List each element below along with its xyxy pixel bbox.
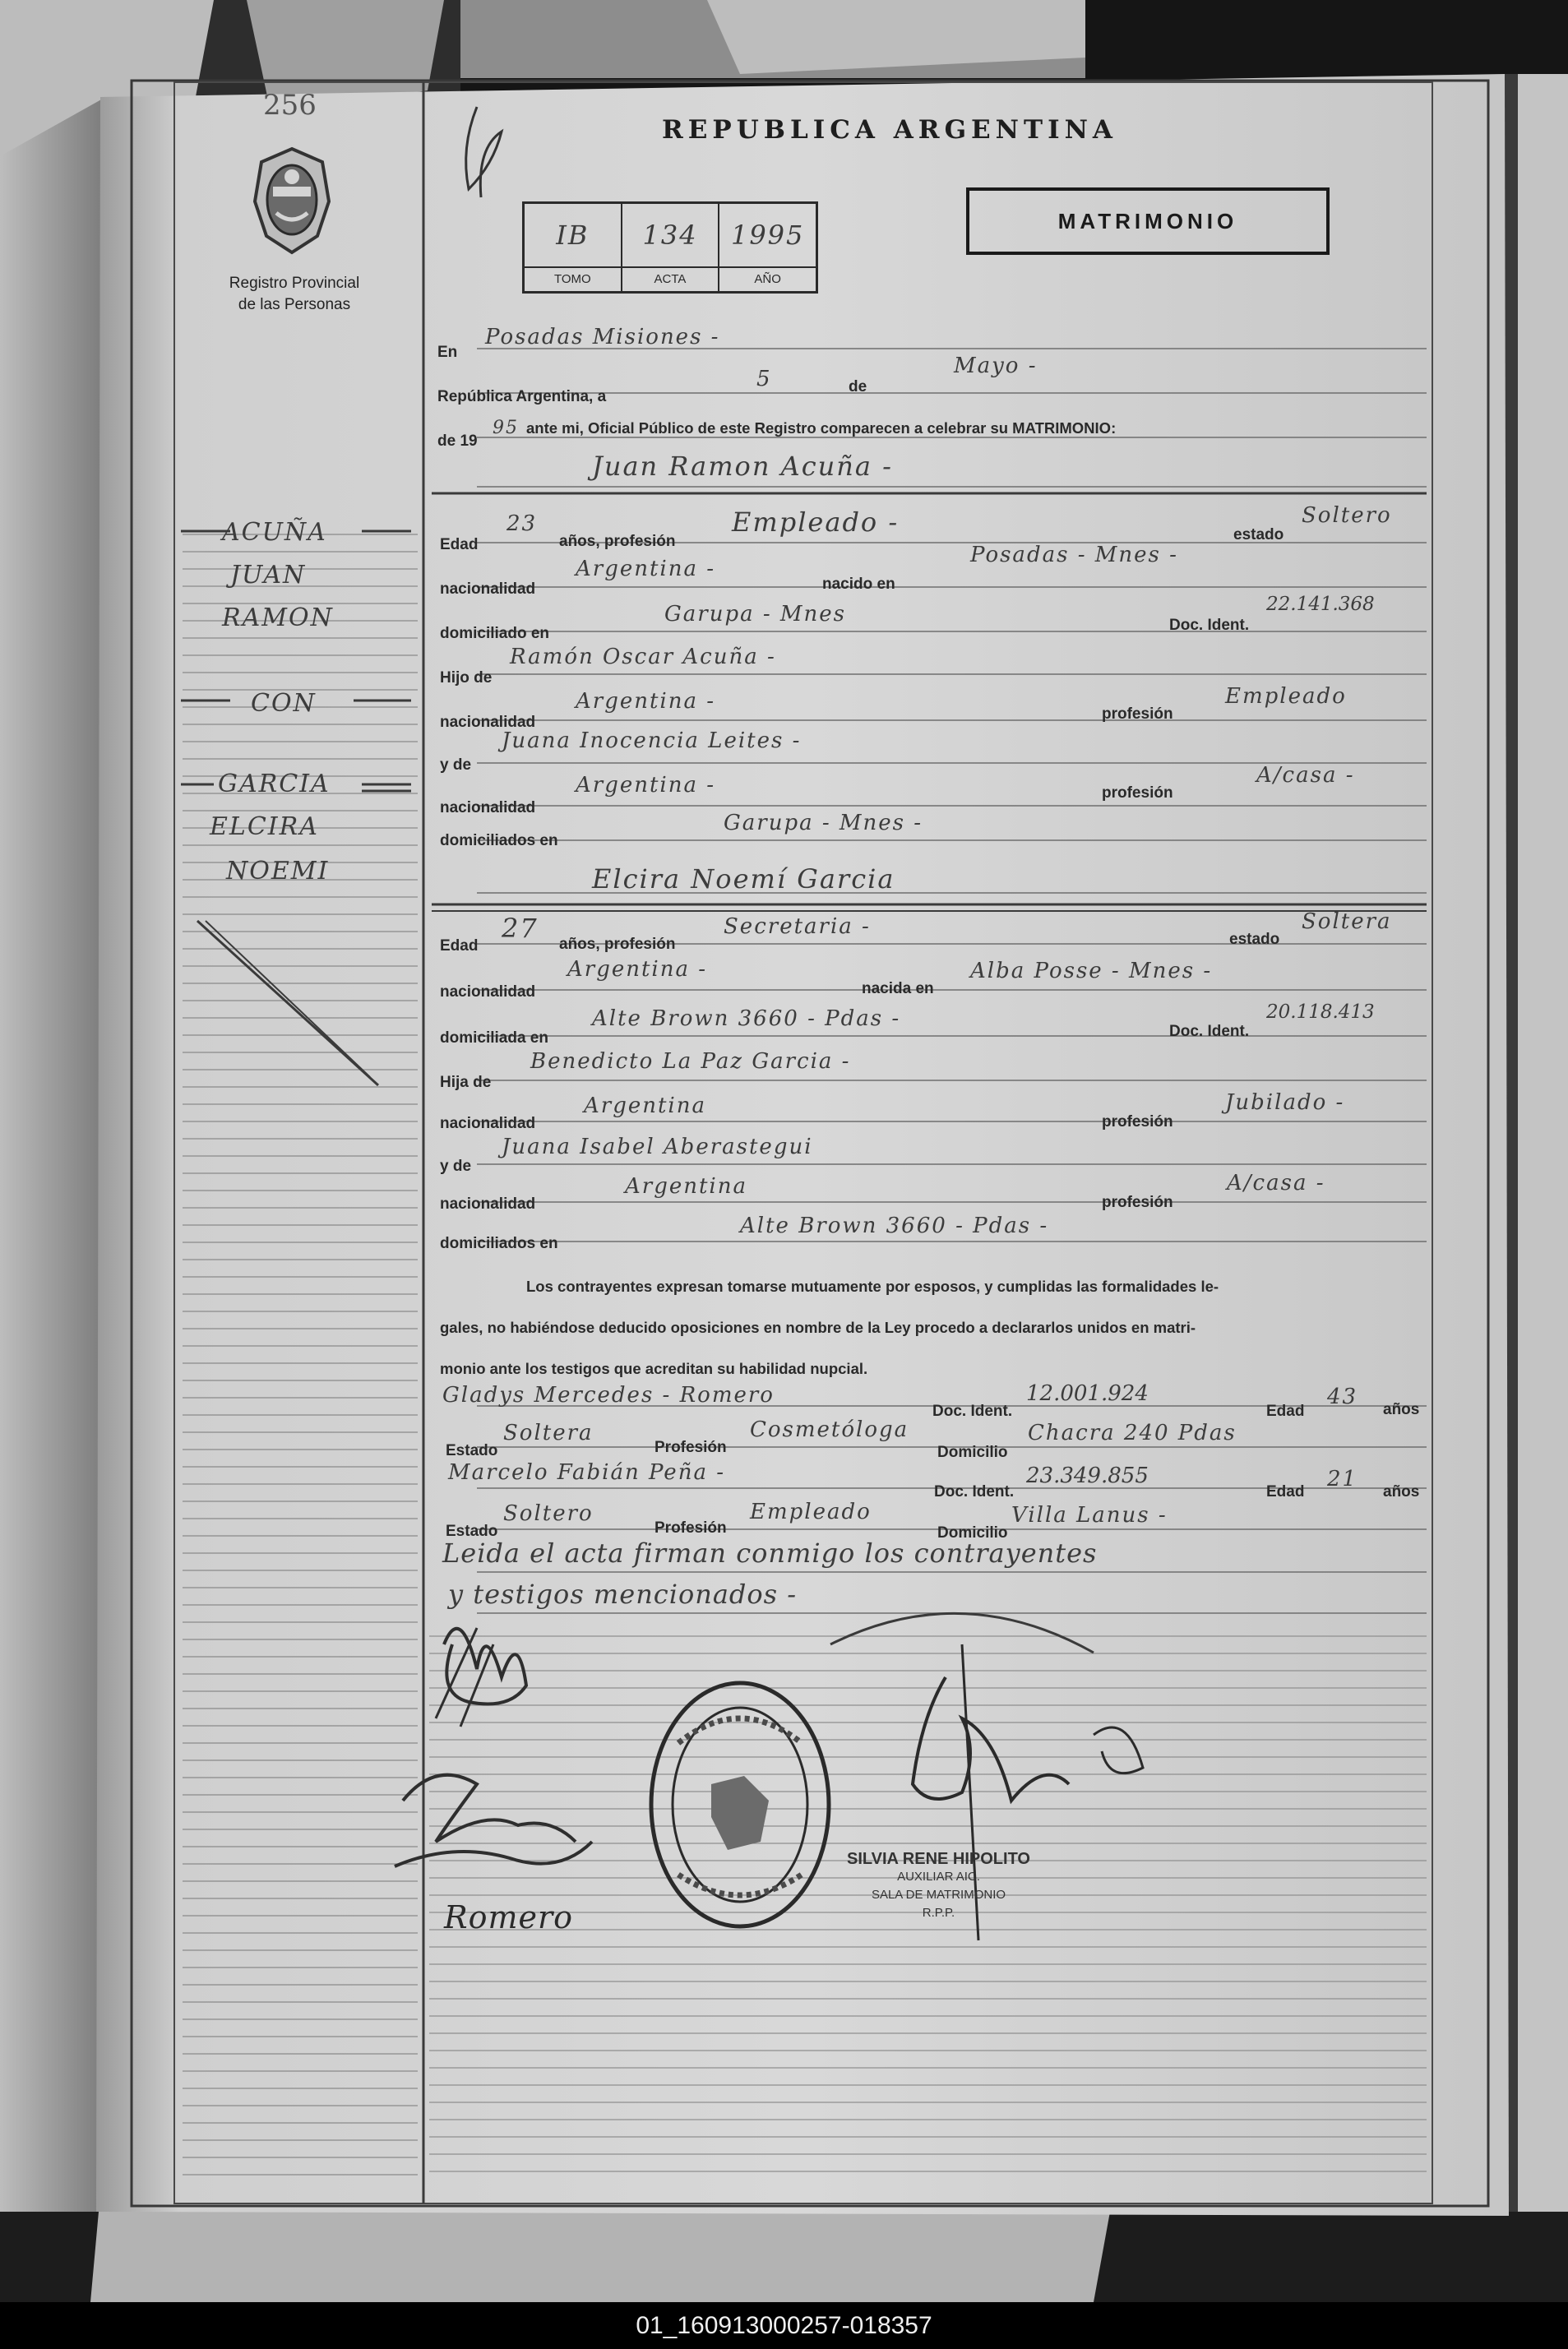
groom-profesion-label: años, profesión <box>559 533 676 550</box>
margin-line7: NOEMI <box>226 857 330 885</box>
agency-name <box>212 273 377 316</box>
acta-label: ACTA <box>622 266 719 291</box>
witness2-profession: Empleado <box>750 1500 872 1524</box>
agency-line2: de las Personas <box>238 296 351 313</box>
witness1-estado: Soltera <box>503 1421 594 1445</box>
official-stamp <box>847 1850 1030 1922</box>
groom-mother: Juana Inocencia Leites - <box>502 728 802 753</box>
groom-father-nacionalidad-label: nacionalidad <box>440 714 536 731</box>
witness2-doc: 23.349.855 <box>1026 1464 1149 1488</box>
witness1-estado-label: Estado <box>446 1442 498 1459</box>
witness2-doc-label: Doc. Ident. <box>934 1483 1015 1500</box>
margin-line3: RAMON <box>222 603 334 632</box>
tomo-cell <box>525 204 622 291</box>
country-title: REPUBLICA ARGENTINA <box>662 115 1117 145</box>
provincial-emblem-icon <box>247 144 337 259</box>
groom-mother-profession: A/casa - <box>1256 763 1355 788</box>
bride-profesion-label: años, profesión <box>559 936 676 953</box>
official-stamp-line4: R.P.P. <box>922 1906 955 1920</box>
image-caption-bar <box>0 2302 1568 2349</box>
image-caption: 01_160913000257-018357 <box>636 2312 932 2339</box>
witness1-age: 43 <box>1327 1385 1358 1409</box>
closing-line2: y testigos mencionados - <box>448 1579 798 1610</box>
bride-estado: Soltera <box>1302 909 1392 934</box>
groom-name: Juan Ramon Acuña - <box>592 451 893 482</box>
ano-value: 1995 <box>730 220 805 251</box>
margin-line2: JUAN <box>230 561 307 590</box>
groom-domiciliados-label: domiciliados en <box>440 832 558 849</box>
witness2-profesion-label: Profesión <box>654 1519 727 1537</box>
witness1-name: Gladys Mercedes - Romero <box>442 1383 775 1408</box>
intro-day: 5 <box>756 367 772 391</box>
bride-mother-nationality: Argentina <box>625 1174 747 1199</box>
signatures-area <box>386 1595 1291 2023</box>
bride-mother-profesion-label: profesión <box>1102 1194 1173 1211</box>
declaration-line3: monio ante los testigos que acreditan su habilidad nupcial. <box>440 1360 868 1377</box>
initial-mark-signature <box>444 99 518 214</box>
bride-nationality: Argentina - <box>567 957 708 982</box>
tomo-label: TOMO <box>525 266 621 291</box>
groom-domicilio-label: domiciliado en <box>440 625 550 642</box>
bride-yde-label: y de <box>440 1158 472 1175</box>
intro-place: Posadas Misiones - <box>485 325 720 349</box>
bride-domicilio-label: domiciliada en <box>440 1029 548 1047</box>
year-prefix: de 19 <box>437 432 478 450</box>
groom-nacido-label: nacido en <box>822 576 895 593</box>
year-suffix: 95 <box>493 418 519 438</box>
bride-father-profesion-label: profesión <box>1102 1113 1173 1131</box>
groom-birthplace: Posadas - Mnes - <box>970 543 1178 567</box>
groom-estado-label: estado <box>1233 526 1284 543</box>
act-type-box <box>966 187 1330 255</box>
ano-label: AÑO <box>719 266 816 291</box>
margin-line1: ACUÑA <box>222 518 327 547</box>
groom-profession: Empleado - <box>732 506 900 538</box>
declaration-line2: gales, no habiéndose deducido oposiciones en nombre de la Ley procedo a declararlos unidos en matri- <box>440 1319 1196 1336</box>
tomo-value: IB <box>556 220 590 251</box>
groom-age: 23 <box>506 511 538 536</box>
closing-line1: Leida el acta firman conmigo los contrayentes <box>442 1537 1098 1569</box>
witness2-domicile: Villa Lanus - <box>1011 1503 1168 1528</box>
bride-father-profession: Jubilado - <box>1225 1090 1345 1115</box>
bride-parents-domicile: Alte Brown 3660 - Pdas - <box>740 1214 1049 1238</box>
groom-father: Ramón Oscar Acuña - <box>510 645 776 669</box>
record-id-table <box>522 201 818 294</box>
groom-nacionalidad-label: nacionalidad <box>440 580 536 598</box>
bride-father-nacionalidad-label: nacionalidad <box>440 1115 536 1132</box>
ano-cell <box>719 204 816 291</box>
acta-value: 134 <box>642 220 698 251</box>
witness1-domicile: Chacra 240 Pdas <box>1028 1421 1237 1445</box>
witness2-domicilio-label: Domicilio <box>937 1524 1008 1542</box>
acta-cell <box>622 204 720 291</box>
declaration-line1: Los contrayentes expresan tomarse mutuamente por esposos, y cumplidas las formalidades le- <box>526 1278 1219 1295</box>
witness2-name: Marcelo Fabián Peña - <box>448 1460 725 1485</box>
official-stamp-line3: SALA DE MATRIMONIO <box>871 1888 1006 1902</box>
bride-estado-label: estado <box>1229 931 1280 948</box>
de-label: de <box>849 378 867 395</box>
bride-doc: 20.118.413 <box>1266 1001 1375 1023</box>
bride-name: Elcira Noemí Garcia <box>592 863 895 895</box>
witness1-doc: 12.001.924 <box>1026 1381 1149 1406</box>
bride-father-nationality: Argentina <box>584 1094 706 1118</box>
witness1-edad-label: Edad <box>1266 1403 1305 1420</box>
groom-mother-nationality: Argentina - <box>576 773 716 798</box>
witness1-domicilio-label: Domicilio <box>937 1444 1008 1461</box>
bride-domicile: Alte Brown 3660 - Pdas - <box>592 1006 901 1031</box>
official-stamp-line1: SILVIA RENE HIPOLITO <box>847 1850 1030 1868</box>
agency-line1: Registro Provincial <box>229 275 360 292</box>
witness-signature-romero: Romero <box>444 1899 574 1935</box>
groom-doc: 22.141.368 <box>1266 594 1375 615</box>
bride-nacida-label: nacida en <box>862 980 934 997</box>
groom-edad-label: Edad <box>440 536 479 553</box>
witness1-doc-label: Doc. Ident. <box>932 1403 1013 1420</box>
intro-month: Mayo - <box>954 354 1038 378</box>
bride-birthplace: Alba Posse - Mnes - <box>970 959 1213 983</box>
bride-doc-label: Doc. Ident. <box>1169 1023 1250 1040</box>
groom-father-profession: Empleado <box>1225 684 1347 709</box>
margin-strokes <box>164 510 428 1135</box>
republica-label: República Argentina, a <box>437 388 607 405</box>
witness1-profession: Cosmetóloga <box>750 1417 909 1442</box>
groom-mother-nacionalidad-label: nacionalidad <box>440 799 536 816</box>
witness2-edad-label: Edad <box>1266 1483 1305 1500</box>
groom-parents-domicile: Garupa - Mnes - <box>724 811 923 835</box>
bride-nacionalidad-label: nacionalidad <box>440 983 536 1001</box>
witness2-estado: Soltero <box>503 1501 594 1526</box>
act-type-label: MATRIMONIO <box>1057 209 1238 234</box>
intro-sentence: ante mi, Oficial Público de este Registro comparecen a celebrar su MATRIMONIO: <box>526 419 1117 437</box>
witness2-anos-label: años <box>1383 1483 1420 1500</box>
witness1-profesion-label: Profesión <box>654 1439 727 1456</box>
bride-edad-label: Edad <box>440 937 479 955</box>
margin-line5: GARCIA <box>218 770 331 798</box>
bride-domiciliados-label: domiciliados en <box>440 1235 558 1252</box>
bride-mother-profession: A/casa - <box>1227 1171 1325 1195</box>
official-stamp-line2: AUXILIAR AIC. <box>897 1870 980 1884</box>
bride-father: Benedicto La Paz Garcia - <box>530 1049 851 1074</box>
witness2-estado-label: Estado <box>446 1523 498 1540</box>
witness2-age: 21 <box>1327 1467 1358 1491</box>
bride-hija-label: Hija de <box>440 1074 492 1091</box>
groom-nationality: Argentina - <box>576 557 716 581</box>
registry-seal-icon <box>645 1677 835 1932</box>
en-label: En <box>437 344 458 361</box>
groom-father-profesion-label: profesión <box>1102 705 1173 723</box>
groom-hijo-label: Hijo de <box>440 669 493 687</box>
witness1-anos-label: años <box>1383 1401 1420 1418</box>
groom-father-nationality: Argentina - <box>576 689 716 714</box>
page-number: 256 <box>263 89 317 122</box>
bride-mother-nacionalidad-label: nacionalidad <box>440 1195 536 1213</box>
margin-line4: CON <box>251 689 317 718</box>
groom-doc-label: Doc. Ident. <box>1169 617 1250 634</box>
bride-age: 27 <box>502 913 539 944</box>
margin-line6: ELCIRA <box>210 812 319 841</box>
groom-estado: Soltero <box>1302 503 1392 528</box>
groom-yde-label: y de <box>440 756 472 774</box>
groom-mother-profesion-label: profesión <box>1102 784 1173 802</box>
groom-domicile: Garupa - Mnes <box>664 602 846 627</box>
bride-profession: Secretaria - <box>724 914 871 939</box>
bride-mother: Juana Isabel Aberastegui <box>502 1135 813 1159</box>
